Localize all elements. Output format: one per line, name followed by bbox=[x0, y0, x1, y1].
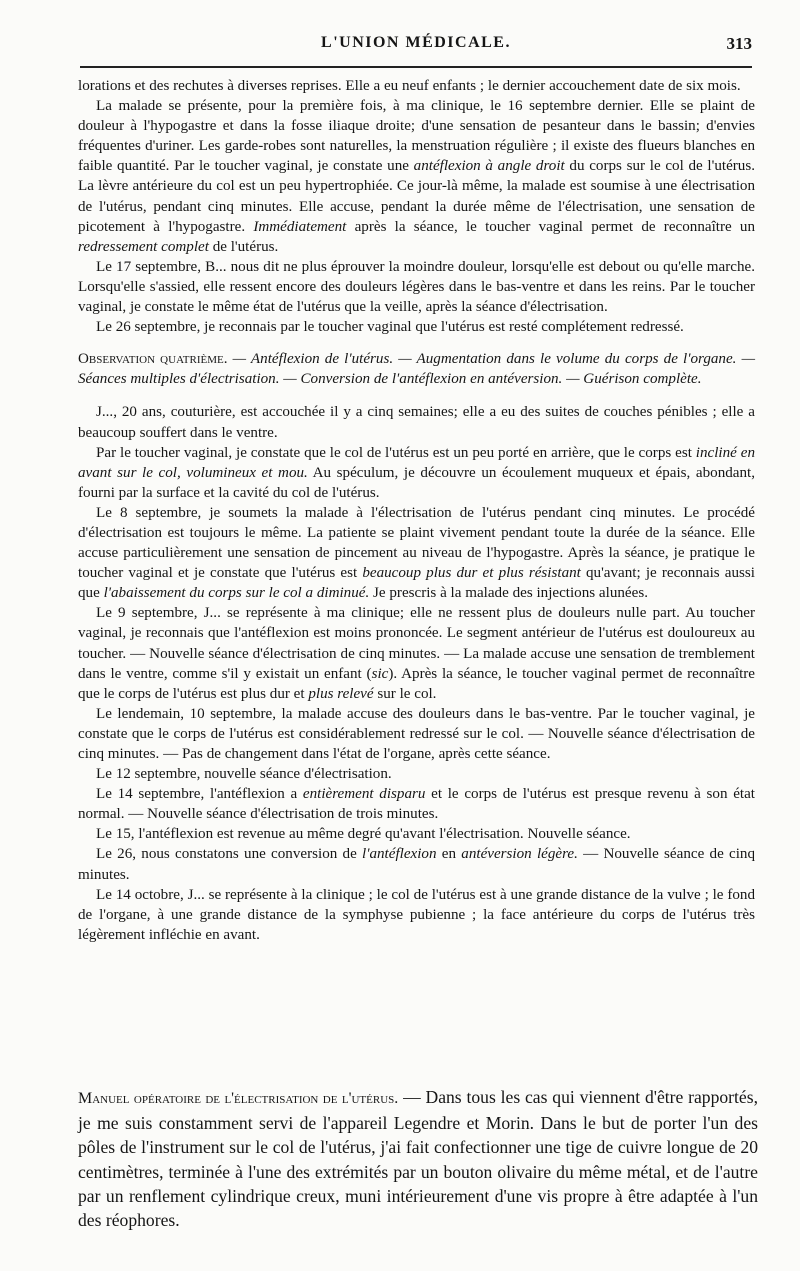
italic-text: l'abaissement du corps sur le col a diminué. bbox=[103, 585, 370, 602]
paragraph-text: lorations et des rechutes à diverses reprises. Elle a eu neuf enfants ; le dernier accouchement date de six mois. bbox=[78, 78, 741, 94]
paragraph bbox=[78, 844, 755, 884]
observation-label: Observation quatrième. bbox=[78, 351, 228, 368]
italic-text: plus relevé bbox=[308, 685, 374, 702]
paragraph-text: Le 9 septembre, J... se représente à ma clinique; elle ne ressent plus de douleurs nulle part. Au toucher vaginal, je reconnais que l'antéflexion est moins prononcée. Le segment antérieur de l'utérus est douloureux au toucher. — Nouvelle séance d'électrisation de cinq minutes. — La malade accuse une sensation de tremblement dans le ventre, comme s'il y existait un enfant ( bbox=[78, 605, 755, 682]
italic-text: Immédiatement bbox=[253, 218, 347, 235]
page-header bbox=[80, 30, 752, 60]
paragraph-text: du corps sur le col de l'utérus. La lèvre antérieure du col est un peu hypertrophiée. Ce jour-là même, la malade est soumise à une électrisation de l'utérus, pendant cinq minutes. Elle accuse, pendant la durée même de l'électrisation, une sensation de picotement à l'hypogastre. bbox=[78, 158, 756, 235]
page-number: 313 bbox=[726, 34, 752, 53]
manuel-paragraph bbox=[78, 1085, 758, 1232]
manuel-section bbox=[78, 1085, 758, 1232]
paragraph-text: Le lendemain, 10 septembre, la malade accuse des douleurs dans le bas-ventre. Par le toucher vaginal, je constate que le corps de l'utérus est considérablement redressé sur le col. — Nouvelle séance d'électrisation de cinq minutes. — Pas de changement dans l'état de l'organe, après cette séance. bbox=[78, 705, 755, 762]
italic-text: antéflexion à angle droit bbox=[413, 158, 565, 175]
paragraph bbox=[78, 402, 755, 442]
paragraph-text: ). Après la séance, le toucher vaginal permet de reconnaître que le corps de l'utérus est plus dur et bbox=[78, 665, 756, 702]
paragraph-text: Le 8 septembre, je soumets la malade à l'électrisation de l'utérus pendant cinq minutes. Le procédé d'électrisation est toujours le même. La patiente se plaint vivement pendant toute la durée de la séance. Elle accuse particulièrement une sensation de pincement au niveau de l'hypogastre. Après la séance, je pratique le toucher vaginal et je constate que l'utérus est bbox=[78, 504, 755, 582]
section-heading: Manuel opératoire de l'électrisation de l'utérus. bbox=[78, 1090, 399, 1107]
paragraph bbox=[78, 764, 755, 784]
italic-text: beaucoup plus dur et plus résistant bbox=[362, 565, 581, 582]
paragraph-text: Le 26, nous constatons une conversion de bbox=[96, 846, 363, 863]
paragraph bbox=[78, 824, 755, 844]
paragraph bbox=[78, 885, 755, 945]
body-text bbox=[78, 76, 755, 945]
observation-heading bbox=[78, 349, 755, 389]
paragraph bbox=[78, 704, 755, 764]
paragraph bbox=[78, 784, 755, 824]
paragraph bbox=[78, 257, 755, 317]
paragraph-text: — Dans tous les cas qui viennent d'être rapportés, je me suis constamment servi de l'appareil Legendre et Morin. Dans le but de porter l'un des pôles de l'instrument sur le col de l'utérus, j'ai fait confectionner une tige de cuivre longue de 20 centimètres, terminée à l'une des extrémités par un bouton olivaire du même métal, et de l'autre par un renflement cylindrique creux, muni intérieurement d'une vis propre à être adaptée à l'un des réophores. bbox=[78, 1087, 758, 1231]
paragraph-text: Le 14 octobre, J... se représente à la clinique ; le col de l'utérus est à une grande distance de la vulve ; le fond de l'organe, à une grande distance de la symphyse pubienne ; la face antérieure du corps de l'utérus très légèrement infléchie en avant. bbox=[78, 886, 755, 943]
paragraph-text: La malade se présente, pour la première fois, à ma clinique, le 16 septembre dernier. Elle se plaint de douleur à l'hypogastre et dans la fosse iliaque droite; d'une sensation de pesanteur dans le bassin; d'envies fréquentes d'uriner. Les garde-robes sont naturelles, la menstruation régulière ; il existe des flueurs blanches en faible quantité. Par le toucher vaginal, je constate une bbox=[78, 98, 755, 175]
paragraph-text: qu'avant; je reconnais aussi que bbox=[78, 565, 755, 602]
paragraph-text: Je prescris à la malade des injections alunées. bbox=[369, 585, 648, 602]
italic-text: antéversion légère. bbox=[461, 846, 578, 863]
observation-title: — Antéflexion de l'utérus. — Augmentation dans le volume du corps de l'organe. — Séances multiples d'électrisation. — Conversion de l'antéflexion en antéversion. — Guérison complète. bbox=[78, 351, 755, 388]
italic-text: l'antéflexion bbox=[362, 846, 437, 863]
paragraph-text: — Nouvelle séance de cinq minutes. bbox=[78, 846, 756, 883]
paragraph-text: et le corps de l'utérus est presque revenu à son état normal. — Nouvelle séance d'électrisation de trois minutes. bbox=[78, 786, 756, 823]
italic-text: entièrement disparu bbox=[302, 786, 426, 803]
paragraph-text: Le 15, l'antéflexion est revenue au même degré qu'avant l'électrisation. Nouvelle séance. bbox=[96, 826, 631, 843]
paragraph-text: Le 26 septembre, je reconnais par le toucher vaginal que l'utérus est resté complétement redressé. bbox=[96, 319, 684, 336]
paragraph-text: Le 14 septembre, l'antéflexion a bbox=[96, 786, 303, 803]
paragraph bbox=[78, 317, 755, 337]
paragraph bbox=[78, 603, 755, 703]
paragraph-text: Par le toucher vaginal, je constate que le col de l'utérus est un peu porté en arrière, que le corps est bbox=[96, 444, 696, 461]
header-rule bbox=[80, 66, 752, 68]
paragraph-text: après la séance, le toucher vaginal permet de reconnaître un bbox=[346, 218, 755, 235]
paragraph-text: Le 17 septembre, B... nous dit ne plus éprouver la moindre douleur, lorsqu'elle est debout ou qu'elle marche. Lorsqu'elle s'assied, elle ressent encore des douleurs légères dans le bas-ventre et dans les reins. Par le toucher vaginal, je constate le même état de l'utérus que la veille, après la séance d'électrisation. bbox=[78, 258, 755, 316]
paragraph-text: de l'utérus. bbox=[208, 238, 279, 255]
paragraph bbox=[78, 96, 755, 257]
italic-text: redressement complet bbox=[78, 238, 209, 255]
paragraph-text: Au spéculum, je découvre un écoulement muqueux et épais, abondant, fourni par la surface et la cavité du col de l'utérus. bbox=[78, 464, 755, 501]
italic-text: sic bbox=[371, 665, 389, 682]
paragraph-text: J..., 20 ans, couturière, est accouchée il y a cinq semaines; elle a eu des suites de couches pénibles ; elle a beaucoup souffert dans le ventre. bbox=[78, 404, 755, 441]
paragraph bbox=[78, 503, 755, 603]
paragraph-text: sur le col. bbox=[373, 685, 437, 702]
running-title: L'UNION MÉDICALE. bbox=[321, 34, 511, 51]
italic-text: incliné en avant sur le col, volumineux et mou. bbox=[78, 444, 756, 481]
paragraph-text: Le 12 septembre, nouvelle séance d'électrisation. bbox=[96, 766, 392, 783]
paragraph bbox=[78, 443, 755, 503]
paragraph bbox=[78, 76, 755, 96]
paragraph-text: en bbox=[436, 846, 462, 863]
